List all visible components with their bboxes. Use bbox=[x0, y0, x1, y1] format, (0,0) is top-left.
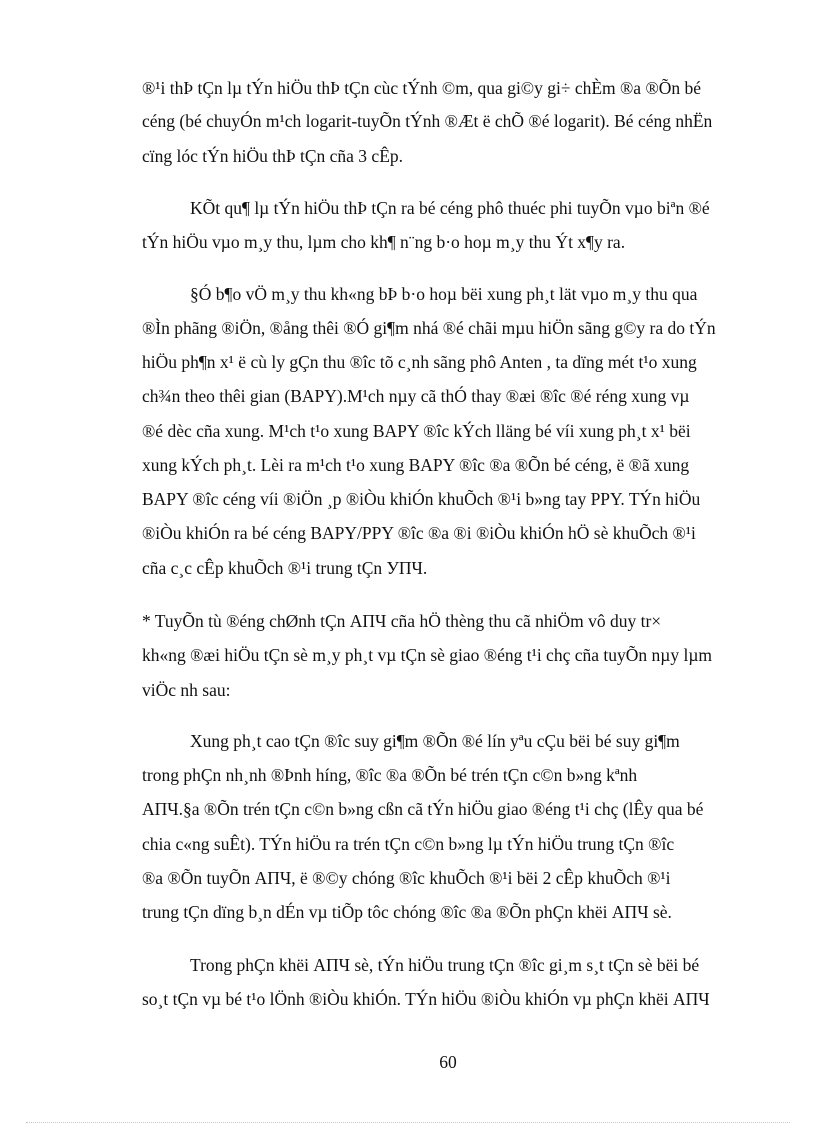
text-line: chia c«ng suÊt). TÝn hiÖu ra trén tÇn c©n b»ng lµ tÝn hiÖu trung tÇn ®îc bbox=[142, 834, 675, 854]
text-line: so¸t tÇn vµ bé t¹o lÖnh ®iÒu khiÓn. TÝn hiÖu ®iÒu khiÓn vµ phÇn khëi АПЧ bbox=[142, 989, 710, 1009]
text-line: céng (bé chuyÓn m¹ch logarit-tuyÕn tÝnh ®Æt ë chÕ ®é logarit). Bé céng nhËn bbox=[142, 111, 713, 131]
text-line: tÝn hiÖu vµo m¸y thu, lµm cho kh¶ n¨ng b·o hoµ m¸y thu Ýt x¶y ra. bbox=[142, 232, 626, 252]
text-line: * TuyÕn tù ®éng chØnh tÇn АПЧ cña hÖ thèng thu cã nhiÖm vô duy tr× bbox=[142, 611, 662, 631]
text-line: §Ó b¶o vÖ m¸y thu kh«ng bÞ b·o hoµ bëi xung ph¸t lät vµo m¸y thu qua bbox=[190, 284, 698, 304]
text-line: cïng lóc tÝn hiÖu thÞ tÇn cña 3 cÊp. bbox=[142, 146, 404, 166]
text-line: Trong phÇn khëi АПЧ sè, tÝn hiÖu trung tÇn ®îc gi¸m s¸t tÇn sè bëi bé bbox=[190, 955, 700, 975]
text-line: ®¹i thÞ tÇn lµ tÝn hiÖu thÞ tÇn cùc tÝnh ©m, qua gi©y gi÷ chÈm ®a ®Õn bé bbox=[142, 78, 702, 98]
text-line: cña c¸c cÊp khuÕch ®¹i trung tÇn УПЧ. bbox=[142, 558, 428, 578]
text-line: viÖc nh sau: bbox=[142, 680, 231, 700]
page-number: 60 bbox=[439, 1052, 457, 1072]
text-line: KÕt qu¶ lµ tÝn hiÖu thÞ tÇn ra bé céng phô thuéc phi tuyÕn vµo biªn ®é bbox=[190, 198, 710, 218]
text-line: hiÖu ph¶n x¹ ë cù ly gÇn thu ®îc tõ c¸nh sãng phô Anten , ta dïng mét t¹o xung bbox=[142, 352, 697, 372]
text-line: BAPY ®îc céng víi ®iÖn ¸p ®iÒu khiÓn khuÕch ®¹i b»ng tay PPY. TÝn hiÖu bbox=[142, 489, 701, 509]
text-line: ®Ìn phãng ®iÖn, ®ång thêi ®Ó gi¶m nhá ®é chãi mµu hiÖn sãng g©y ra do tÝn bbox=[142, 318, 716, 338]
text-line: ®iÒu khiÓn ra bé céng BAPY/PPY ®îc ®a ®i ®iÒu khiÓn hÖ sè khuÕch ®¹i bbox=[142, 523, 696, 543]
text-line: АПЧ.§a ®Õn trén tÇn c©n b»ng cßn cã tÝn hiÖu giao ®éng t¹i chç (lÊy qua bé bbox=[142, 799, 704, 819]
text-line: kh«ng ®æi hiÖu tÇn sè m¸y ph¸t vµ tÇn sè giao ®éng t¹i chç cña tuyÕn nµy lµm bbox=[142, 645, 713, 665]
text-line: xung kÝch ph¸t. Lèi ra m¹ch t¹o xung BAPY ®îc ®a ®Õn bé céng, ë ®ã xung bbox=[142, 455, 690, 475]
text-line: trung tÇn dïng b¸n dÉn vµ tiÕp tôc chóng ®îc ®a ®Õn phÇn khëi АПЧ sè. bbox=[142, 902, 672, 922]
text-line: ®a ®Õn tuyÕn АПЧ, ë ®©y chóng ®îc khuÕch ®¹i bëi 2 cÊp khuÕch ®¹i bbox=[142, 868, 671, 888]
text-line: ch¾n theo thêi gian (BAPY).M¹ch nµy cã thÓ thay ®æi ®îc ®é réng xung vµ bbox=[142, 386, 690, 406]
text-line: ®é dèc cña xung. M¹ch t¹o xung BAPY ®îc kÝch lläng bé víi xung ph¸t x¹ bëi bbox=[142, 421, 691, 441]
text-line: trong phÇn nh¸nh ®Þnh híng, ®îc ®a ®Õn bé trén tÇn c©n b»ng kªnh bbox=[142, 765, 638, 785]
text-line: Xung ph¸t cao tÇn ®îc suy gi¶m ®Õn ®é lín yªu cÇu bëi bé suy gi¶m bbox=[190, 731, 680, 751]
